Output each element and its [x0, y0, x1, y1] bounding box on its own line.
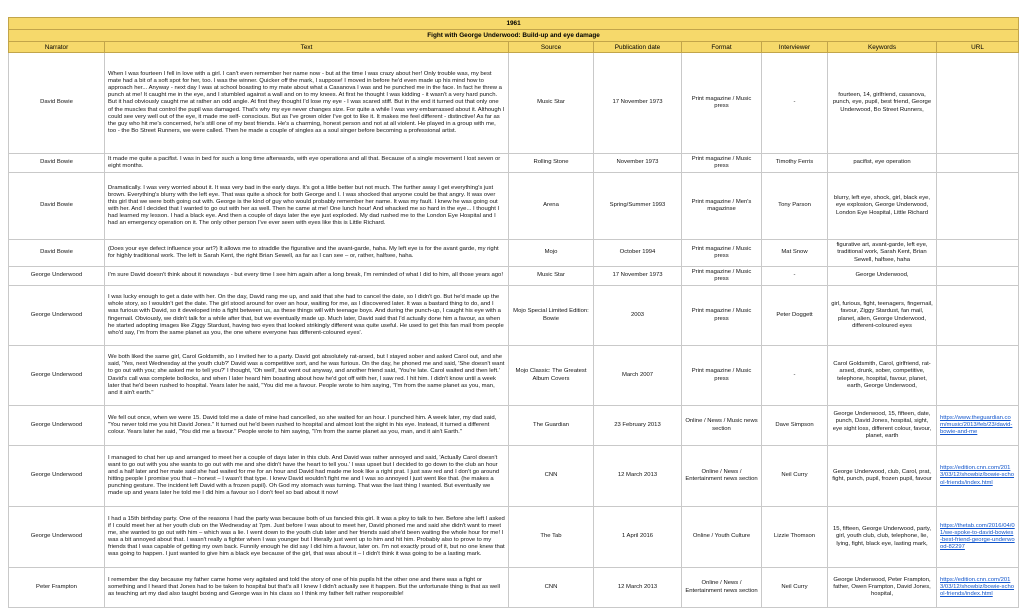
table-row [9, 173, 1019, 240]
keywords-cell[interactable]: pacifist, eye operation [828, 154, 937, 173]
text-cell[interactable]: We fell out once, when we were 15. David told me a date of mine had cancelled, so she waited for an hour. I punched him. A week later, my dad said, "You never told me you hit David Jones." It turned out he'd been rushed to hospital and almost lost the sight in his eye. Instead, it turned a different colour. Years later he said, "You did me a favour." People wrote to him saying, "I'm from the same planet as you, man, and it ain't Earth." [105, 406, 509, 446]
format-cell[interactable]: Print magazine / Music press [682, 154, 762, 173]
column-header[interactable]: Narrator [9, 42, 105, 53]
publication-date-cell[interactable]: Spring/Summer 1993 [594, 173, 682, 240]
interviewer-cell[interactable]: Peter Doggett [762, 286, 828, 346]
format-cell[interactable]: Online / News / Entertainment news section [682, 446, 762, 507]
keywords-cell[interactable]: Carol Goldsmith, Carol, girlfriend, rat-arsed, drunk, sober, competitive, telephone, hospital, favour, planet, earth, George Underwood, [828, 346, 937, 406]
narrator-cell[interactable]: George Underwood [9, 446, 105, 507]
narrator-cell[interactable]: David Bowie [9, 173, 105, 240]
format-cell[interactable]: Print magazine / Music press [682, 267, 762, 286]
keywords-cell[interactable]: figurative art, avant-garde, left eye, traditional work, Sarah Kent, Brian Sewell, halfsee, haha [828, 240, 937, 267]
table-row [9, 267, 1019, 286]
table-row [9, 154, 1019, 173]
keywords-cell[interactable]: fourteen, 14, girlfriend, casanova, punch, eye, pupil, best friend, George Underwood, Bo Street Runners, [828, 53, 937, 154]
table-row [9, 507, 1019, 568]
spreadsheet [8, 17, 1018, 608]
format-cell[interactable]: Online / News / Music news section [682, 406, 762, 446]
table-row [9, 286, 1019, 346]
year-banner-row [9, 18, 1019, 30]
narrator-cell[interactable]: George Underwood [9, 346, 105, 406]
source-cell[interactable]: CNN [509, 568, 594, 608]
source-cell[interactable]: Rolling Stone [509, 154, 594, 173]
url-cell[interactable] [937, 53, 1019, 154]
interviewer-cell[interactable]: Tony Parson [762, 173, 828, 240]
source-cell[interactable]: Mojo Classic: The Greatest Album Covers [509, 346, 594, 406]
publication-date-cell[interactable]: 17 November 1973 [594, 267, 682, 286]
text-cell[interactable]: I remember the day because my father came home very agitated and told the story of one of his pupils hit the other one and there was a fight or something and I heard that Jones had to be taken to hospital but that's all I knew I didn't actually see it happen. But the unfortunate thing is that as well as teaching art my dad also taught boxing and George was in his class so I think my father felt rather responsible! [105, 568, 509, 608]
url-cell[interactable] [937, 346, 1019, 406]
narrator-cell[interactable]: Peter Frampton [9, 568, 105, 608]
text-cell[interactable]: I had a 15th birthday party. One of the reasons I had the party was because both of us fancied this girl. It was a ploy to talk to her. Before she left I asked if I could meet her at her youth club on the Wednesday at 7pm. Just before I was about to meet her, David phoned me and said she didn't want to meet me, she wanted to go out with him – which was a lie. I went down to the youth club later and her friends said she'd been waiting the whole hour for me! I was a bit annoyed about that. I wasn't really a fighter when I was younger but I literally just went up to him and hit him. Probably also to prove to my friends that I was capable of getting my own back. Funnily enough he did say I did him a favour, later on. I'm not exactly proud of it, but no one knew that was going to happen. I just wanted to give him a black eye because of the girl, that was about it – I didn't think it was going to be a lasting mark. [105, 507, 509, 568]
publication-date-cell[interactable]: 2003 [594, 286, 682, 346]
column-header[interactable]: Text [105, 42, 509, 53]
format-cell[interactable]: Online / News / Entertainment news section [682, 568, 762, 608]
narrator-cell[interactable]: George Underwood [9, 406, 105, 446]
narrator-cell[interactable]: George Underwood [9, 507, 105, 568]
publication-date-cell[interactable]: 12 March 2013 [594, 446, 682, 507]
publication-date-cell[interactable]: November 1973 [594, 154, 682, 173]
url-cell[interactable]: https://edition.cnn.com/2013/03/12/showbiz/bowie-school-friends/index.html [937, 446, 1019, 507]
column-header[interactable]: Publication date [594, 42, 682, 53]
url-cell[interactable] [937, 173, 1019, 240]
column-header[interactable]: URL [937, 42, 1019, 53]
interviewer-cell[interactable]: Lizzie Thomson [762, 507, 828, 568]
publication-date-cell[interactable]: 12 March 2013 [594, 568, 682, 608]
table-row [9, 53, 1019, 154]
source-cell[interactable]: Mojo [509, 240, 594, 267]
column-header[interactable]: Format [682, 42, 762, 53]
text-cell[interactable]: We both liked the same girl, Carol Goldsmith, so I invited her to a party. David got absolutely rat-arsed, but I stayed sober and asked Carol out, and she said, 'Yes, next Wednesday at the youth club?' David was a competitive sort, and he was furious. On the day, he phoned me and said, 'She doesn't want to go out with you; she asked me to tell you?' I thought, 'Oh well', but went out anyway, and another friend said, 'You're late. Carol waited and then left.' David's call was complete bollocks, and when I later heard him boasting about how he'd got off with her, I saw red. I hit him. I didn't know until a week later that he'd been rushed to hospital. Years later he said, "You did me a favour. People wrote to him saying, "I'm from the same planet as you, man, and it ain't earth." [105, 346, 509, 406]
format-cell[interactable]: Print magazine / Music press [682, 240, 762, 267]
subtitle-banner[interactable]: Fight with George Underwood: Build-up and eye damage [9, 30, 1019, 42]
narrator-cell[interactable]: David Bowie [9, 154, 105, 173]
interviewer-cell[interactable]: Timothy Ferris [762, 154, 828, 173]
url-cell[interactable]: https://thetab.com/2016/04/01/we-spoke-to-david-bowies-best-friend-george-underwood-82297 [937, 507, 1019, 568]
narrator-cell[interactable]: David Bowie [9, 240, 105, 267]
keywords-cell[interactable]: blurry, left eye, shock, girl, black eye, eye explosion, George Underwood, London Eye Hospital, Little Richard [828, 173, 937, 240]
interviewer-cell[interactable]: Dave Simpson [762, 406, 828, 446]
source-cell[interactable]: Music Star [509, 267, 594, 286]
text-cell[interactable]: Dramatically. I was very worried about it. It was very bad in the early days. It's got a little better but not much. The further away I get everything's just brown. Everything's blurry with the left eye. That was quite a shock for both George and I. I was shocked that anyone could be that angry. It was over this girl that we were both going out with. George is the kind of guy who would probably remember her name. It was my fault. I knew he was going out with her. And I decided that I wanted to go out with her as well. Then he came at me! One lunch hour! And whacked me so hard in the eye... I thought I had learned my lesson. I had a black eye. And then a couple of days later the eye just exploded. My dad rushed me to the London Eye Hospital and I had an emergency operation on it. The only other person I've ever seen with eyes like this is Little Richard. [105, 173, 509, 240]
keywords-cell[interactable]: 15, fifteen, George Underwood, party, girl, youth club, club, telephone, lie, lying, fight, black eye, lasting mark, [828, 507, 937, 568]
narrator-cell[interactable]: George Underwood [9, 267, 105, 286]
narrator-cell[interactable]: George Underwood [9, 286, 105, 346]
column-header[interactable]: Source [509, 42, 594, 53]
keywords-cell[interactable]: George Underwood, Peter Frampton, father, Owen Frampton, David Jones, hospital, [828, 568, 937, 608]
format-cell[interactable]: Online / Youth Culture [682, 507, 762, 568]
text-cell[interactable]: I managed to chat her up and arranged to meet her a couple of days later in this club. And David was rather annoyed and said, 'Actually Carol doesn't want to go out with you she wants to go out with me and she didn't have the heart to tell you.' I was upset but I decided to go down to the club an hour and a half later and her mate said she had waited for me for an hour and David had made me look like a right prat. I just saw red and I don't go around hitting people I promise you that – honest – I wasn't that type. I knew David wouldn't fight me and I was so annoyed I just went like that. (he makes a punching gesture. The incident left David with a frozen pupil). Oh God my stomach was turning. That was the last thing I wanted. But eventually we made up and years later he told me I did him a favour so I don't feel so bad about it now! [105, 446, 509, 507]
table-row [9, 446, 1019, 507]
url-cell[interactable] [937, 240, 1019, 267]
interviewer-cell[interactable]: Mat Snow [762, 240, 828, 267]
publication-date-cell[interactable]: 1 April 2016 [594, 507, 682, 568]
publication-date-cell[interactable]: 23 February 2013 [594, 406, 682, 446]
table-row [9, 568, 1019, 608]
column-header-row [9, 42, 1019, 53]
text-cell[interactable]: I'm sure David doesn't think about it nowadays - but every time I see him again after a long break, I'm reminded of what I did to him, all those years ago! [105, 267, 509, 286]
interviewer-cell[interactable]: - [762, 267, 828, 286]
year-banner[interactable]: 1961 [9, 18, 1019, 30]
subtitle-banner-row [9, 30, 1019, 42]
source-cell[interactable]: The Tab [509, 507, 594, 568]
source-cell[interactable]: Mojo Special Limited Edition: Bowie [509, 286, 594, 346]
source-cell[interactable]: CNN [509, 446, 594, 507]
url-cell[interactable] [937, 286, 1019, 346]
source-cell[interactable]: The Guardian [509, 406, 594, 446]
keywords-cell[interactable]: George Underwood, club, Carol, prat, fight, punch, pupil, frozen pupil, favour [828, 446, 937, 507]
interviewer-cell[interactable]: - [762, 53, 828, 154]
interviewer-cell[interactable]: Neil Curry [762, 446, 828, 507]
column-header[interactable]: Keywords [828, 42, 937, 53]
text-cell[interactable]: It made me quite a pacifist. I was in bed for such a long time afterwards, with eye operations and all that. Because of a single movement I lost seven or eight months. [105, 154, 509, 173]
url-cell[interactable] [937, 267, 1019, 286]
source-cell[interactable]: Music Star [509, 53, 594, 154]
interviewer-cell[interactable]: Neil Curry [762, 568, 828, 608]
text-cell[interactable]: I was lucky enough to get a date with her. On the day, David rang me up, and said that she had to cancel the date, so I didn't go. But he'd made up the whole story, so I wouldn't get the date. The girl stood around for over an hour, waiting for me, as I discovered later. It was a bastard thing to do, and I was furious with David, so it developed into a fight between us, as these things will with teenage boys. And during the punch-up, I caught his eye with a fingernail. Obviously, we didn't talk for a while after that, but we eventually made up. Much later, David said that I'd actually done him a favour, as when he started adopting images like Ziggy Stardust, having two eyes that looked strikingly different was quite useful. He used to get this fan mail from people who'd say, I'm from the same planet as you, the one where everyone has different-coloured eyes'. [105, 286, 509, 346]
format-cell[interactable]: Print magazine / Music press [682, 346, 762, 406]
keywords-cell[interactable]: George Underwood, 15, fifteen, date, punch, David Jones, hospital, sight, eye sight loss, different colour, favour, planet, earth [828, 406, 937, 446]
interviewer-cell[interactable]: - [762, 346, 828, 406]
publication-date-cell[interactable]: March 2007 [594, 346, 682, 406]
keywords-cell[interactable]: George Underwood, [828, 267, 937, 286]
table-row [9, 406, 1019, 446]
text-cell[interactable]: (Does your eye defect influence your art?) It allows me to straddle the figurative and the avant-garde, haha. My left eye is for the avant garde, my right for highly traditional work. The left is Sarah Kent, the right Brian Sewell, as far as I can see – or, rather, halfsee, haha. [105, 240, 509, 267]
url-cell[interactable]: https://www.theguardian.com/music/2013/feb/23/david-bowie-and-me [937, 406, 1019, 446]
format-cell[interactable]: Print magazine / Music press [682, 286, 762, 346]
source-cell[interactable]: Arena [509, 173, 594, 240]
publication-date-cell[interactable]: October 1994 [594, 240, 682, 267]
narrator-cell[interactable]: David Bowie [9, 53, 105, 154]
keywords-cell[interactable]: girl, furious, fight, teenagers, fingernail, favour, Ziggy Stardust, fan mail, planet, alien, George Underwood, different-coloured eyes [828, 286, 937, 346]
column-header[interactable]: Interviewer [762, 42, 828, 53]
format-cell[interactable]: Print magazine / Men's magazinse [682, 173, 762, 240]
url-cell[interactable]: https://edition.cnn.com/2013/03/12/showbiz/bowie-school-friends/index.html [937, 568, 1019, 608]
data-table [8, 17, 1019, 608]
format-cell[interactable]: Print magazine / Music press [682, 53, 762, 154]
text-cell[interactable]: When I was fourteen I fell in love with a girl. I can't even remember her name now - but at the time I was crazy about her! Only trouble was, my best mate had a bit of a soft spot for her, too. I was the winner. Quicker off the mark, I suppose! I moved in before he'd even made up his mind how to approach her... Anyway - next day I was at school boasting to my mate about what a Casanova I was and he punched me in the face. In fact he threw a punch at me! It caught me in the eye, and I stumbled against a wall and on to my knees. At first he thought I was kidding - it wasn't a very hard punch. But it had obviously caught me at rather an odd angle. At first they thought I'd lose my eye - I was scared stiff. But in the end it turned out that only one of the muscles that control the pupil was damaged. That's why my eye never changes size. For quite a while I was very embarrassed about it. Although I could see very well out of the eye, it made me self- conscious. But as I've grown older I've got to like it. It makes me feel different - distinctive! As far as the guy who hit me's concerned, he's still one of my best friends. He's a charming, honest person and not at all violent. He played in a group with me, too - the Bo Street Runners, we were called. Then he made a couple of singles as a soul singer before becoming a professional artist. [105, 53, 509, 154]
table-row [9, 240, 1019, 267]
table-row [9, 346, 1019, 406]
url-cell[interactable] [937, 154, 1019, 173]
publication-date-cell[interactable]: 17 November 1973 [594, 53, 682, 154]
